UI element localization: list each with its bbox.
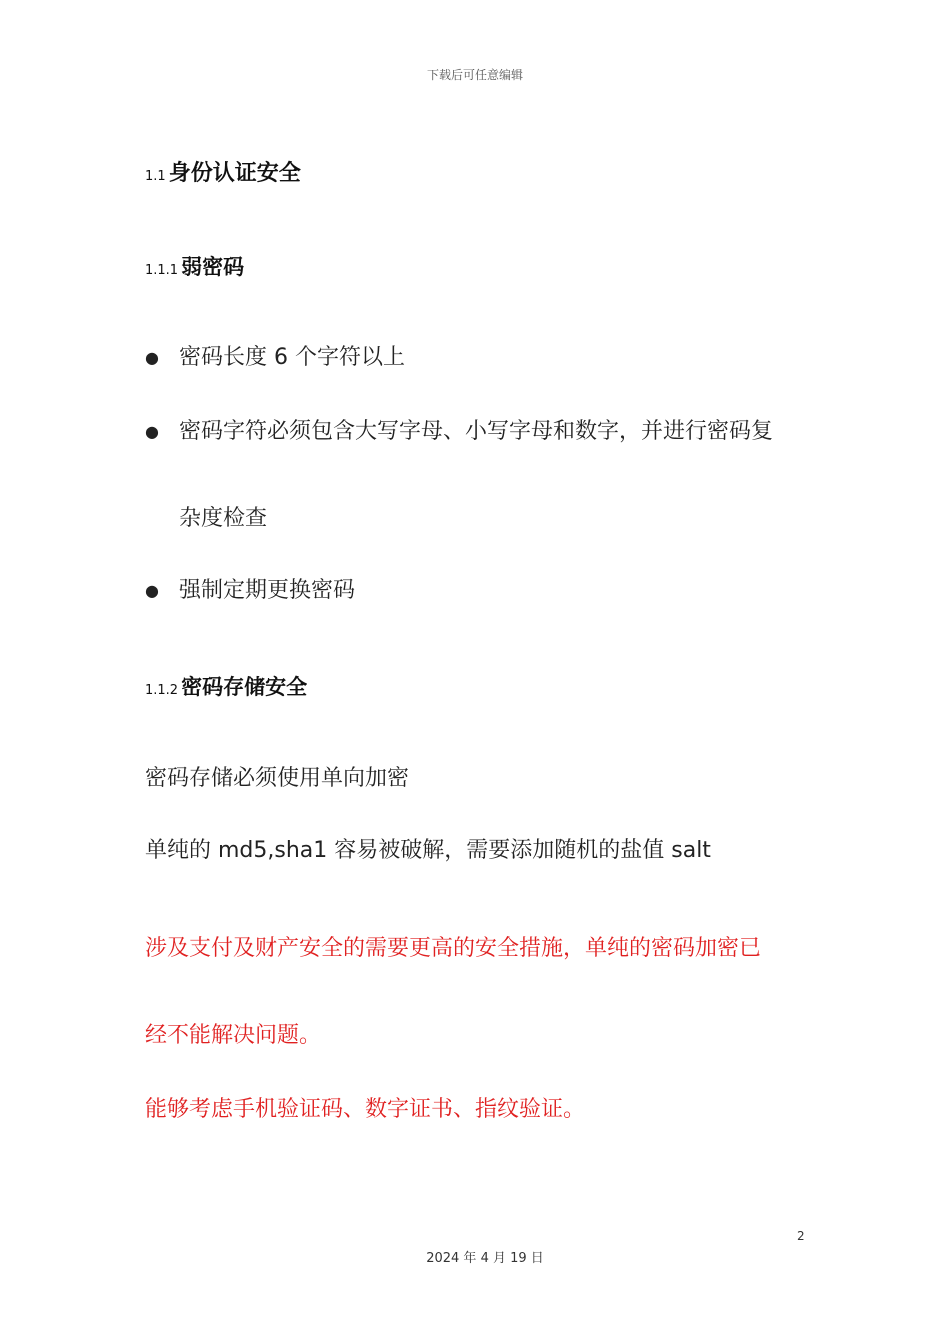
section-heading-1-1 bbox=[145, 156, 301, 187]
bullet-text: 强制定期更换密码 bbox=[179, 578, 356, 603]
bullet-dot-icon: ● bbox=[145, 581, 159, 600]
paragraph: 密码存储必须使用单向加密 bbox=[145, 766, 410, 791]
bullet-text: 杂度检查 bbox=[179, 506, 268, 531]
section-title: 身份认证安全 bbox=[168, 161, 301, 186]
bullet-text: 密码长度 6 个字符以上 bbox=[179, 345, 405, 370]
page-number: 2 bbox=[797, 1229, 805, 1243]
page-footer-date: 2024 年 4 月 19 日 bbox=[426, 1251, 544, 1266]
bullet-text: 密码字符必须包含大写字母、小写字母和数字，并进行密码复 bbox=[179, 419, 774, 444]
bullet-dot-icon: ● bbox=[145, 422, 159, 441]
emphasis-paragraph-continuation: 经不能解决问题。 bbox=[145, 1023, 322, 1048]
section-heading-1-1-1 bbox=[145, 251, 244, 281]
section-title: 弱密码 bbox=[181, 255, 245, 279]
section-number: 1.1 bbox=[145, 169, 166, 184]
emphasis-paragraph: 涉及支付及财产安全的需要更高的安全措施，单纯的密码加密已 bbox=[145, 936, 762, 961]
section-title: 密码存储安全 bbox=[181, 675, 308, 699]
page-header: 下载后可任意编辑 bbox=[426, 68, 523, 82]
paragraph: 单纯的 md5,sha1 容易被破解，需要添加随机的盐值 salt bbox=[145, 838, 711, 863]
bullet-dot-icon: ● bbox=[145, 348, 159, 367]
section-number: 1.1.2 bbox=[145, 683, 179, 698]
section-heading-1-1-2 bbox=[145, 671, 307, 701]
emphasis-paragraph: 能够考虑手机验证码、数字证书、指纹验证。 bbox=[145, 1097, 586, 1122]
section-number: 1.1.1 bbox=[145, 263, 179, 278]
